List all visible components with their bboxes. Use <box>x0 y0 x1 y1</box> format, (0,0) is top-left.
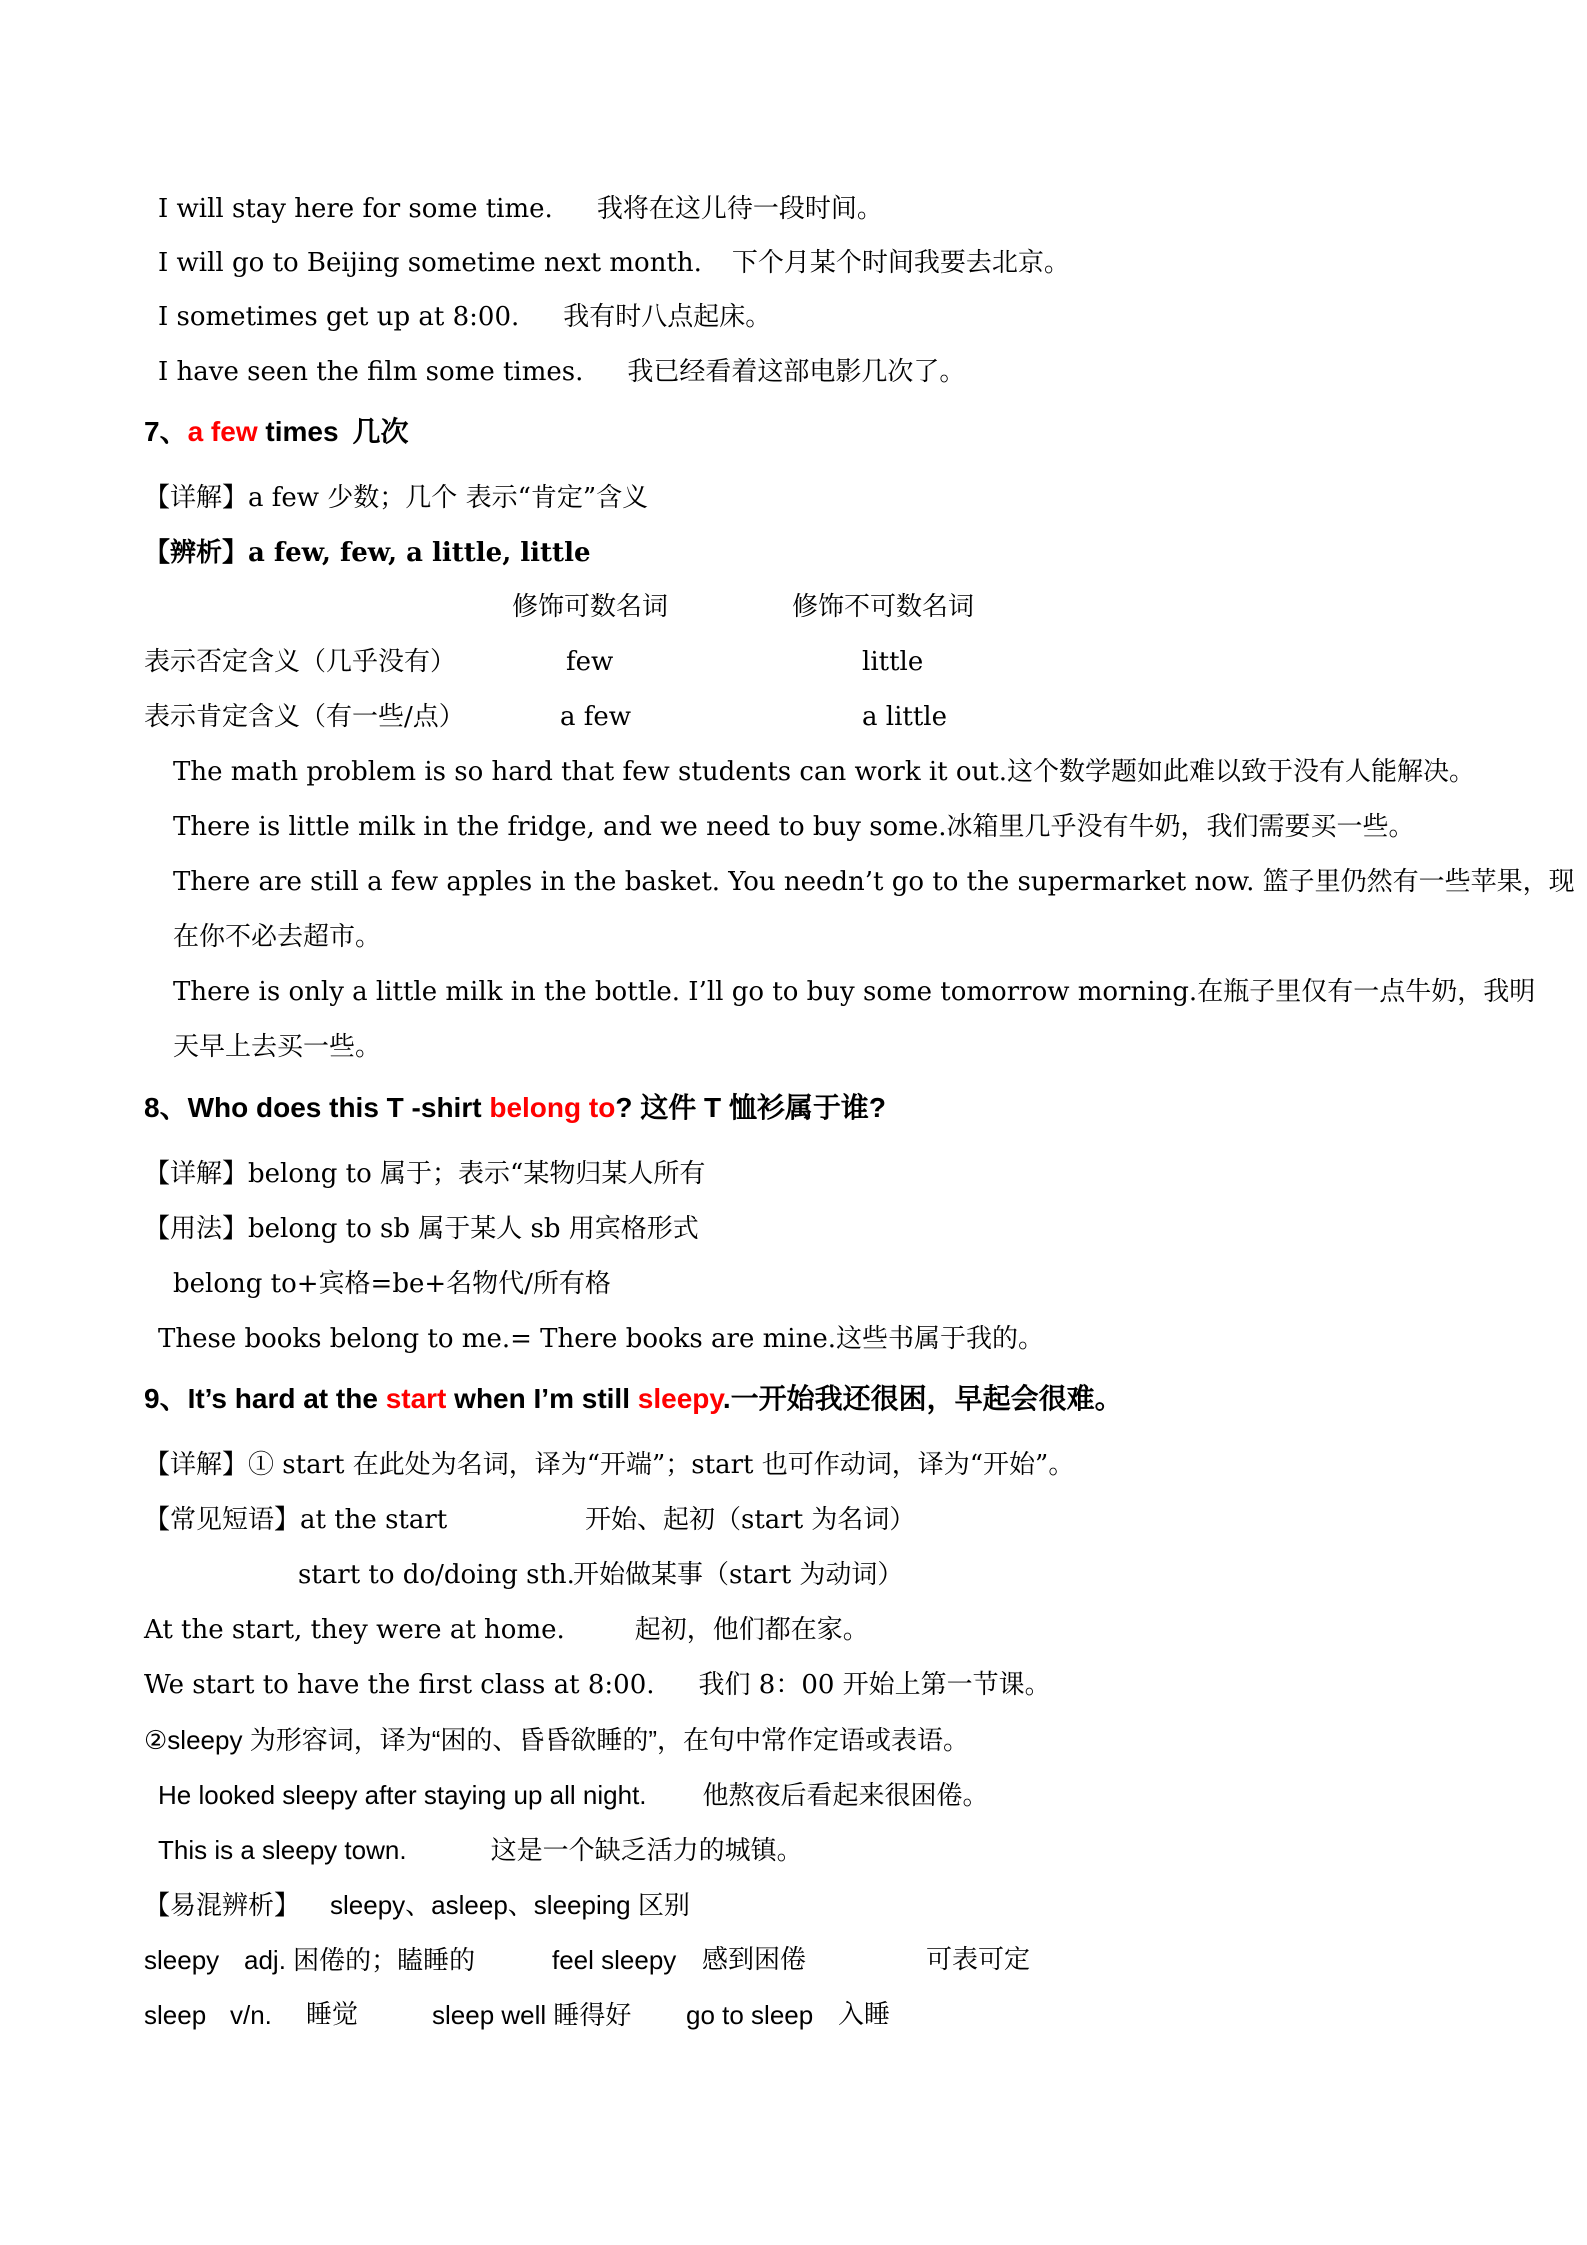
section-8-heading <box>144 1090 886 1126</box>
phrase-zh: 感到困倦 <box>702 1945 807 1975</box>
phrase-en: go to sleep <box>686 2000 814 2030</box>
example-zh: 下个月某个时间我要去北京。 <box>731 248 1070 278</box>
formula-line: belong to+宾格=be+名物代/所有格 <box>173 1269 611 1299</box>
detail-line <box>144 481 648 515</box>
heading-text: ? 这件 T 恤衫属于谁? <box>615 1092 886 1123</box>
heading-text: when I’m still <box>446 1383 638 1414</box>
phrase-zh: 入睡 <box>838 2000 891 2030</box>
section-9-heading <box>144 1381 1123 1417</box>
usage-tag: 【用法】 <box>144 1214 249 1244</box>
example-line <box>158 1833 803 1868</box>
confuse-text: sleepy、asleep、sleeping 区别 <box>330 1890 690 1920</box>
example-en: I have seen the film some times. <box>158 357 584 387</box>
detail-tag: 【详解】 <box>144 483 249 513</box>
highlight-text: start <box>385 1383 447 1414</box>
confuse-line <box>144 1888 690 1923</box>
heading-text: times <box>257 416 339 447</box>
word-sleepy: sleepy <box>144 1945 220 1975</box>
heading-text: .一开始我还很困，早起会很难。 <box>722 1383 1123 1414</box>
confuse-tag: 【易混辨析】 <box>144 1891 301 1921</box>
example-en: I will stay here for some time. <box>158 194 553 224</box>
example-zh: 我有时八点起床。 <box>563 302 772 332</box>
phrase: sleep well 睡得好 <box>432 2000 632 2030</box>
table-col-header-uncountable: 修饰不可数名词 <box>792 592 975 622</box>
detail-tag: 【详解】 <box>144 1159 249 1189</box>
bianxi-text: a few, few, a little, little <box>248 538 591 568</box>
phrase-tag: 【常见短语】 <box>144 1505 301 1535</box>
detail-text: a few 少数；几个 表示“肯定”含义 <box>248 483 649 513</box>
example-en: I sometimes get up at 8:00. <box>158 302 520 332</box>
example-line <box>158 300 771 334</box>
example-zh: 我将在这儿待一段时间。 <box>596 194 883 224</box>
example-line-continued: 在你不必去超市。 <box>173 922 382 952</box>
example-line: There is only a little milk in the bottle. I’ll go to buy some tomorrow morning.在瓶子里仅有一点牛奶，我明 <box>173 977 1536 1007</box>
bianxi-tag: 【辨析】 <box>144 538 249 568</box>
pos: v/n. <box>230 2000 272 2030</box>
phrase-zh: 开始做某事（start 为动词） <box>573 1560 904 1590</box>
note-text: ②sleepy 为形容词，译为“困的、昏昏欲睡的”，在句中常作定语或表语。 <box>144 1725 970 1755</box>
example-line: The math problem is so hard that few students can work it out.这个数学题如此难以致于没有人能解决。 <box>173 757 1475 787</box>
heading-text: 9、It’s hard at the <box>144 1383 386 1414</box>
detail-tag: 【详解】 <box>144 1450 249 1480</box>
table-cell: little <box>862 647 924 677</box>
usage-text: belong to sb 属于某人 sb 用宾格形式 <box>248 1214 699 1244</box>
table-col-header-countable: 修饰可数名词 <box>512 592 669 622</box>
example-en: He looked sleepy after staying up all night. <box>158 1780 647 1810</box>
section-7-heading <box>144 414 409 450</box>
detail-text: ① start 在此处为名词，译为“开端”；start 也可作动词，译为“开始”。 <box>248 1450 1075 1480</box>
example-en: We start to have the first class at 8:00. <box>144 1670 655 1700</box>
phrase-en: at the start <box>300 1505 448 1535</box>
usage-line <box>144 1212 699 1246</box>
detail-line <box>144 1448 1074 1482</box>
pos-definition: adj. 困倦的；瞌睡的 <box>244 1945 476 1975</box>
example-zh: 我们 8：00 开始上第一节课。 <box>698 1670 1051 1700</box>
heading-zh: 几次 <box>352 416 409 447</box>
example-line-continued: 天早上去买一些。 <box>173 1032 382 1062</box>
example-line: There are still a few apples in the basket. You needn’t go to the supermarket now. 篮子里仍然有一些苹果，现 <box>173 867 1575 897</box>
table-cell: few <box>566 647 614 677</box>
detail-line <box>144 1157 705 1191</box>
definition: 睡觉 <box>306 2000 359 2030</box>
example-line <box>158 355 965 389</box>
example-line <box>158 246 1070 280</box>
word-sleep: sleep <box>144 2000 207 2030</box>
sleepy-note <box>144 1723 969 1758</box>
example-line: These books belong to me.= There books are mine.这些书属于我的。 <box>158 1324 1044 1354</box>
example-line <box>144 1613 869 1647</box>
example-en: At the start, they were at home. <box>144 1615 565 1645</box>
example-line <box>144 1668 1051 1702</box>
example-line: There is little milk in the fridge, and we need to buy some.冰箱里几乎没有牛奶，我们需要买一些。 <box>173 812 1415 842</box>
section-number: 7、 <box>144 416 188 447</box>
usage-note: 可表可定 <box>926 1945 1031 1975</box>
example-en: This is a sleepy town. <box>158 1835 407 1865</box>
example-line <box>158 192 883 226</box>
table-cell: a few <box>560 702 632 732</box>
example-en: I will go to Beijing sometime next month. <box>158 248 702 278</box>
bianxi-line <box>144 536 590 570</box>
phrase-en: start to do/doing sth. <box>298 1560 575 1590</box>
phrase-line <box>144 1503 447 1537</box>
phrase-zh: 开始、起初（start 为名词） <box>585 1505 916 1535</box>
example-zh: 这是一个缺乏活力的城镇。 <box>490 1836 803 1866</box>
highlight-text: belong to <box>489 1092 616 1123</box>
highlight-text: sleepy <box>637 1383 723 1414</box>
example-zh: 起初，他们都在家。 <box>634 1615 869 1645</box>
highlight-text: a few <box>187 416 258 447</box>
table-row-label: 表示肯定含义（有一些/点） <box>144 702 465 732</box>
heading-text: 8、Who does this T -shirt <box>144 1092 490 1123</box>
table-cell: a little <box>862 702 947 732</box>
detail-text: belong to 属于；表示“某物归某人所有 <box>248 1159 706 1189</box>
example-zh: 我已经看着这部电影几次了。 <box>627 357 966 387</box>
table-row-label: 表示否定含义（几乎没有） <box>144 647 457 677</box>
phrase-en: feel sleepy <box>552 1945 677 1975</box>
example-line <box>158 1778 989 1813</box>
example-zh: 他熬夜后看起来很困倦。 <box>702 1781 989 1811</box>
